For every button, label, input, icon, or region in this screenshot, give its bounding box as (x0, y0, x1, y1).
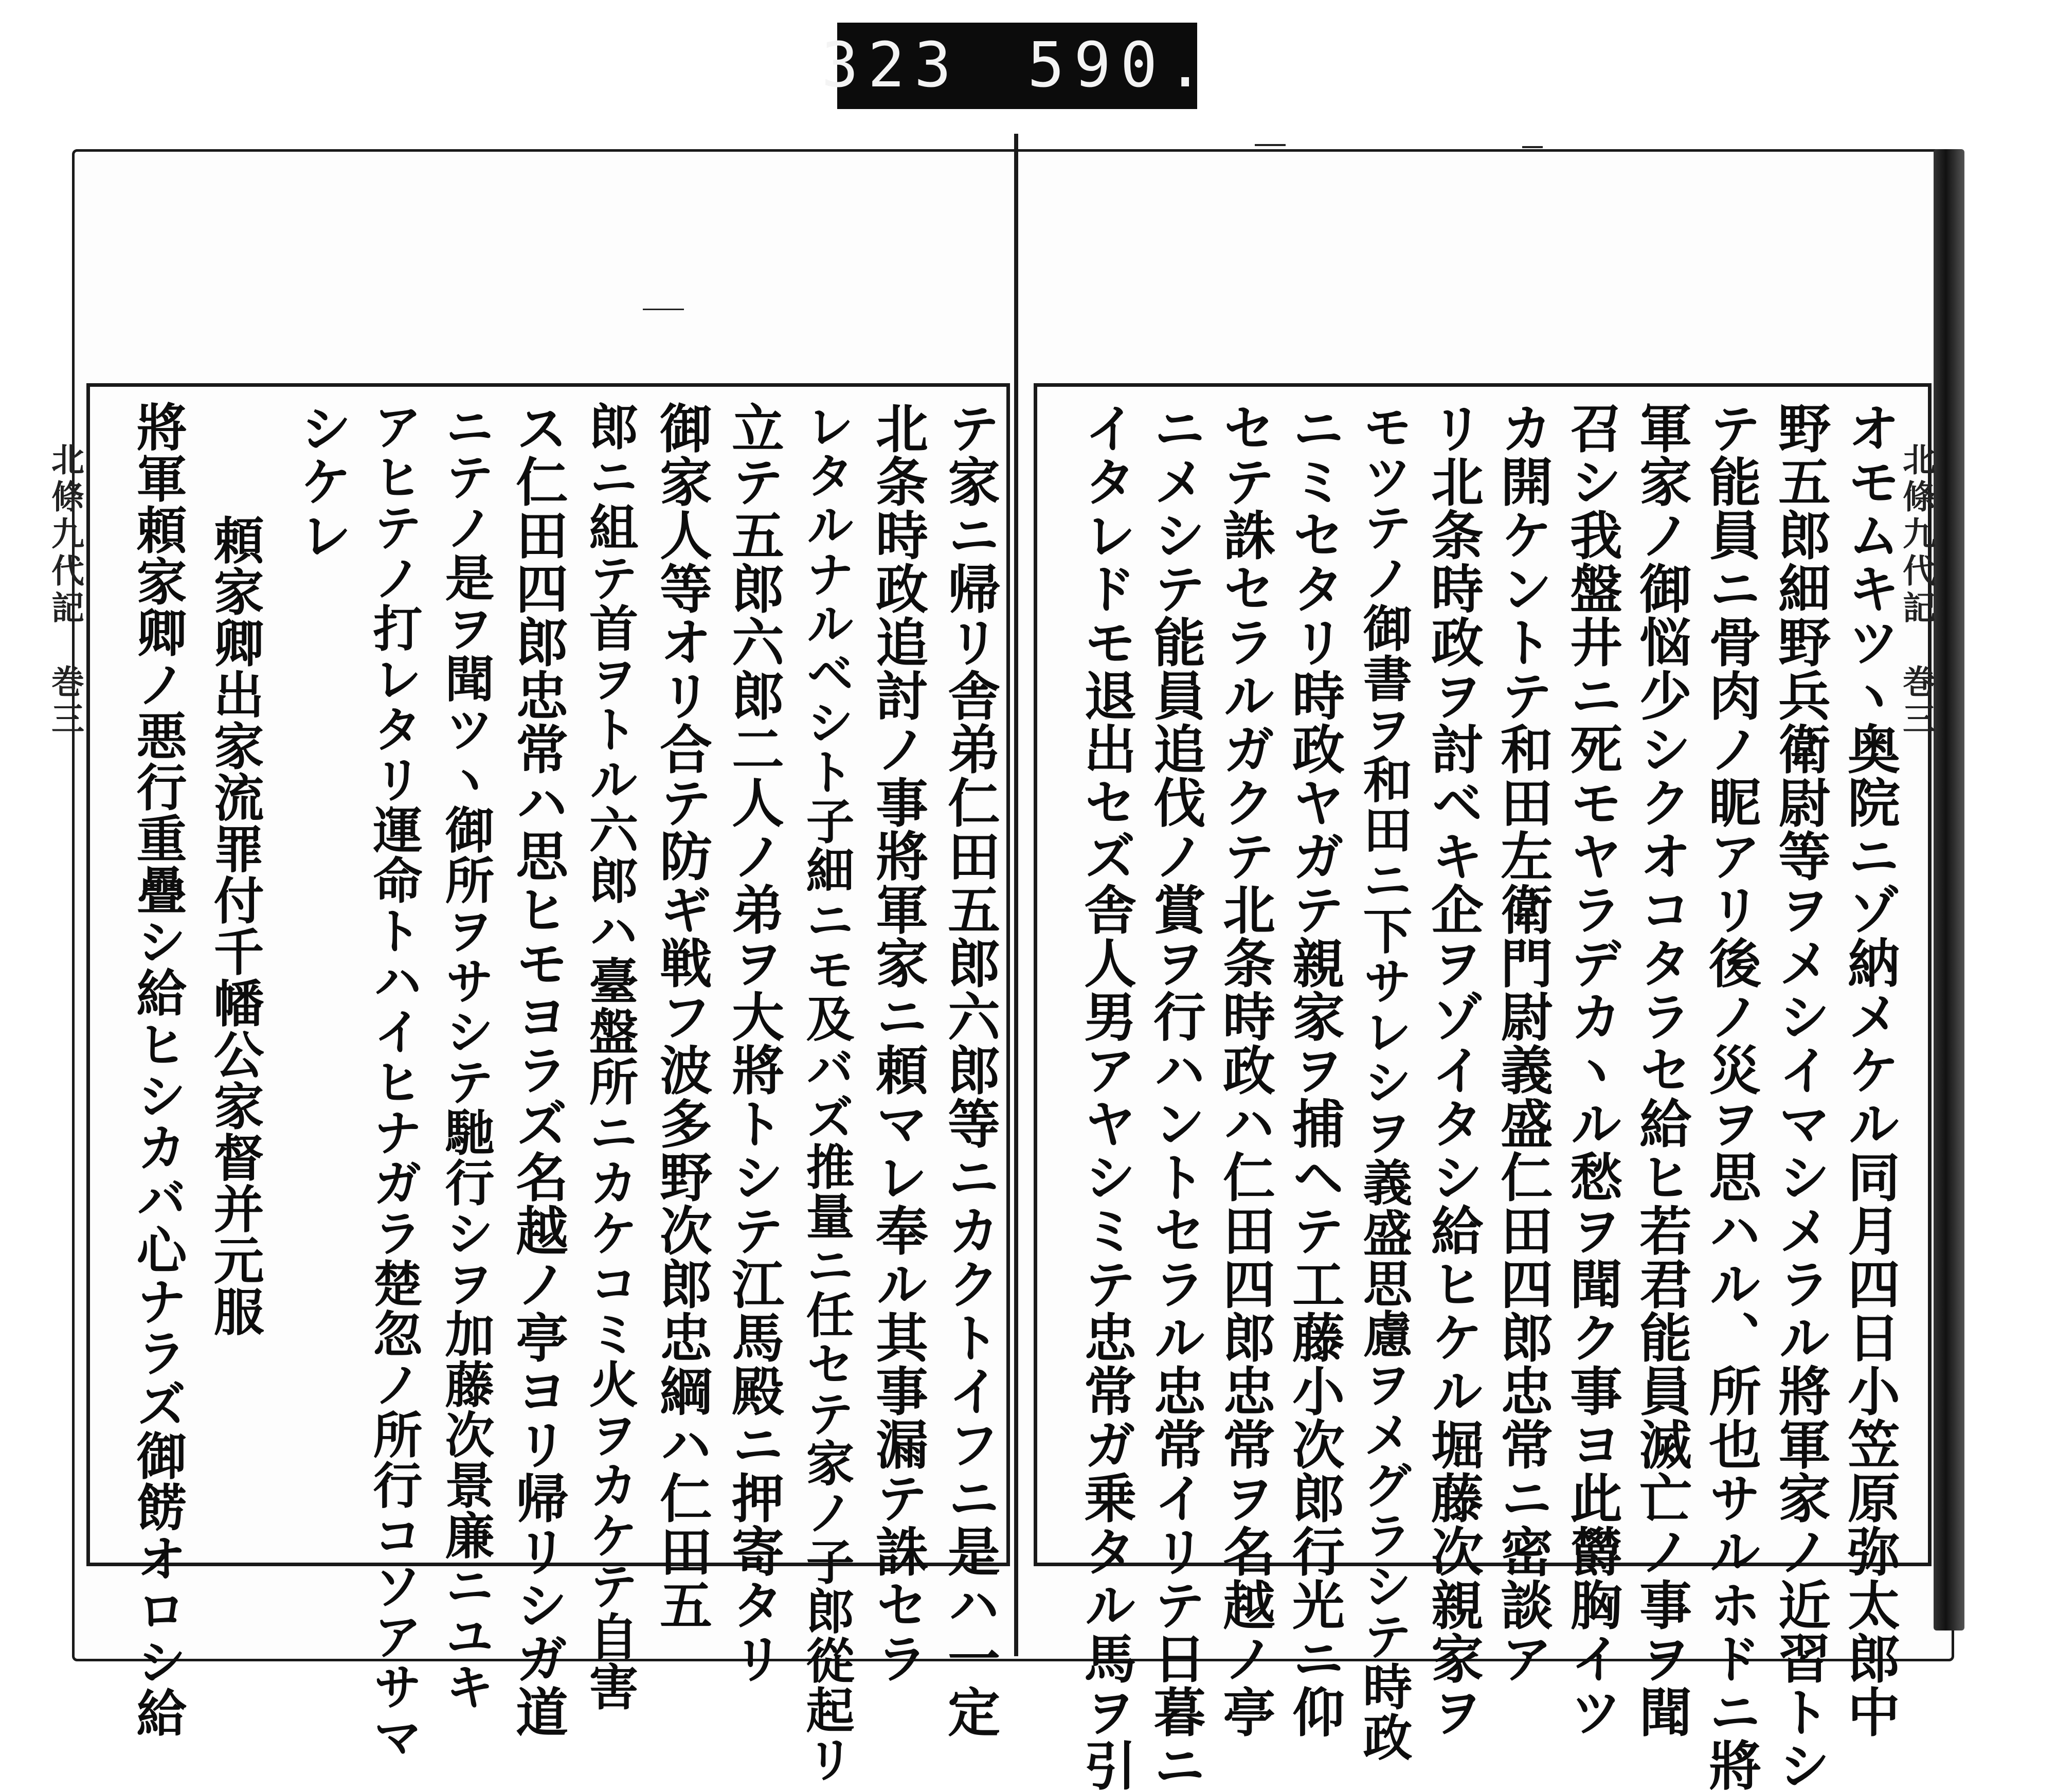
right-column-8: モツテノ御書ヲ和田ニ下サレシヲ義盛思慮ヲメグラシテ時政 (1355, 401, 1413, 1762)
right-column-11: ニメシテ能員追伐ノ賞ヲ行ハントセラル忠常イリテ日暮ニ (1145, 401, 1206, 1792)
book-right-edge (1934, 149, 1964, 1630)
book-spine (1014, 134, 1018, 1656)
scan-speck (643, 309, 684, 310)
left-column-2: 北条時政追討ノ事將軍家ニ頼マレ奉ル其事漏テ誅セラ (867, 401, 929, 1685)
microfilm-tag (821, 23, 1213, 109)
right-column-2: 野五郎細野兵衛尉等ヲメシイマシメラル將軍家ノ近習トシ (1770, 401, 1831, 1792)
right-column-5: 召シ我盤井ニ死モヤラデカヽル愁ヲ聞ク事ヨ此欝胸イツ (1561, 401, 1623, 1739)
scan-speck (1255, 144, 1286, 146)
left-column-5: 御家人等オリ合テ防ギ戦フ波多野次郎忠綱ハ仁田五 (651, 401, 713, 1632)
left-column-10: シケレ (291, 401, 353, 562)
left-column-3: レタルナルベシト子細ニモ及バズ推量ニ任セテ家ノ子郎從起リ (798, 401, 854, 1784)
right-column-9: ニミセタリ時政ヤガテ親家ヲ捕ヘテ工藤小次郎行光ニ仰 (1284, 401, 1345, 1739)
left-margin-title: 北條九代記 巻三 (46, 442, 84, 739)
left-column-4: 立テ五郎六郎二人ノ弟ヲ大將トシテ江馬殿ニ押寄タリ (723, 401, 785, 1685)
right-column-1: オモムキツヽ奥院ニゾ納メケル同月四日小笠原弥太郎中 (1839, 401, 1901, 1739)
film-tag-number-2: 590. (1027, 30, 1213, 101)
left-column-1: テ家ニ帰リ舎弟仁田五郎六郎等ニカクトイフニ是ハ一定 (939, 401, 1001, 1739)
chapter-heading: 頼家卿出家流罪付千幡公家督并元服 (205, 514, 264, 1337)
left-column-7: ス仁田四郎忠常ハ思ヒモヨラズ名越ノ亭ヨリ帰リシガ道 (507, 401, 569, 1739)
left-column-9: アヒテノ打レタリ運命トハイヒナガラ楚忽ノ所行コソアサマ (365, 401, 423, 1762)
right-column-3: テ能員ニ骨肉ノ眤アリ後ノ災ヲ思ハル、所也サルホドニ將 (1700, 401, 1762, 1792)
left-column-6: 郎ニ組テ首ヲトル六郎ハ臺盤所ニカケコミ火ヲカケテ自害 (581, 401, 639, 1712)
right-column-7: リ北条時政ヲ討ベキ企ヲゾイタシ給ヒケル堀藤次親家ヲ (1422, 401, 1484, 1739)
right-column-6: カ開ケントテ和田左衛門尉義盛仁田四郎忠常ニ密談ア (1492, 401, 1554, 1685)
right-column-12: イタレドモ退出セズ舎人男アヤシミテ忠常ガ乗タル馬ヲ引 (1075, 401, 1137, 1792)
right-margin-title: 北條九代記 巻三 (1897, 442, 1936, 739)
left-column-8: ニテノ是ヲ聞ツヽ御所ヲサシテ馳行シヲ加藤次景廉ニユキ (437, 401, 495, 1712)
left-column-11: 將軍頼家卿ノ悪行重疊シ給ヒシカバ心ナラズ御餝オロシ給 (128, 401, 187, 1739)
right-column-10: セテ誅セラルガクテ北条時政ハ仁田四郎忠常ヲ名越ノ亭 (1214, 401, 1276, 1739)
scan-speck (1522, 146, 1543, 148)
film-tag-number-1: 323 (821, 30, 961, 101)
right-column-4: 軍家ノ御悩少シクオコタラセ給ヒ若君能員滅亡ノ事ヲ聞 (1631, 401, 1692, 1739)
